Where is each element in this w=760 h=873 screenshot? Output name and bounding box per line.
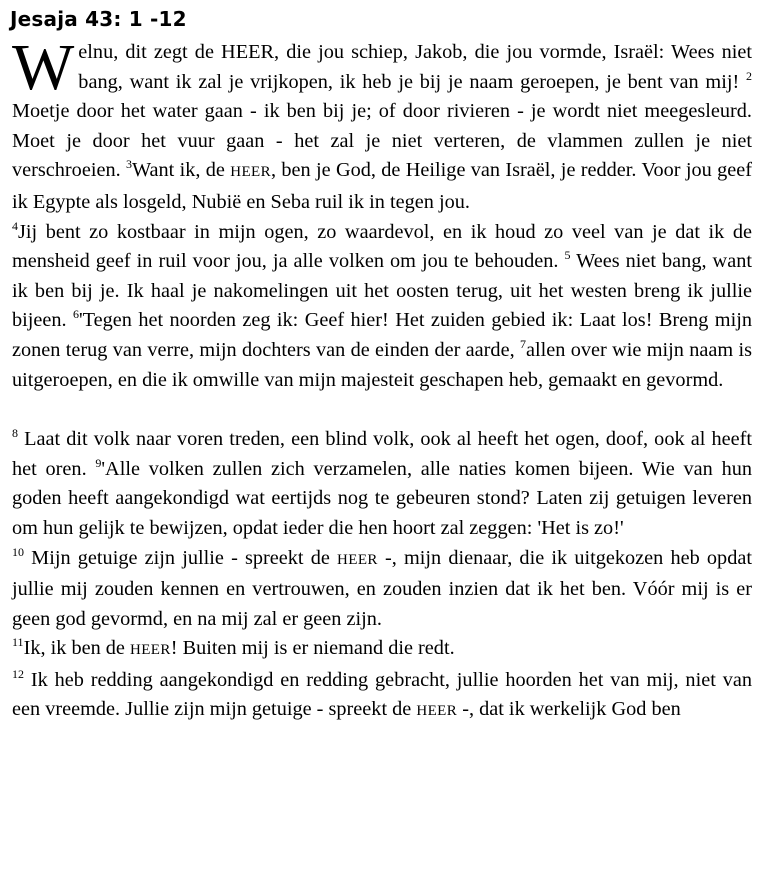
verse-10-text-b: -, mijn dienaar, die ik uitgekozen heb opdat jullie mij zouden kennen en vertrouwen, en zouden inzien dat ik het ben. Vóór mij is er geen god gevormd, en na mij zal er geen zijn.	[12, 546, 752, 630]
lord-smallcaps: HEER	[416, 703, 458, 720]
verse-1-text: elnu, dit zegt de HEER, die jou schiep, Jakob, die jou vormde, Israël: Wees niet bang, want ik zal je vrijkopen, ik heb je bij je naam geroepen, je bent van mij!	[78, 41, 752, 93]
lord-smallcaps: HEER	[337, 551, 378, 568]
verse-number: 12	[12, 667, 24, 682]
verse-number: 11	[12, 635, 24, 650]
lord-smallcaps: HEER	[130, 642, 171, 659]
verse-12-text-b: -, dat ik werkelijk God ben	[457, 698, 681, 721]
verse-number: 2	[746, 68, 752, 83]
verse-5-text: Wees niet bang, want ik ben bij je. Ik haal je nakomelingen uit het oosten terug, uit het westen breng ik jullie bijeen.	[12, 250, 752, 332]
verse-7-text: allen over wie mijn naam is uitgeroepen, en die ik omwille van mijn majesteit geschapen heb, gemaakt en gevormd.	[12, 338, 753, 391]
verse-11-text-a: Ik, ik ben de	[23, 637, 131, 660]
verse-number: 8	[12, 426, 18, 441]
document-title: Jesaja 43: 1 -12	[10, 7, 187, 31]
paragraph-verse-10	[12, 544, 752, 635]
verse-10-text-a: Mijn getuige zijn jullie - spreekt de	[24, 546, 338, 569]
verse-3-text-a: Want ik, de	[132, 159, 231, 182]
paragraph-verses-1-3	[12, 31, 752, 218]
verse-3-text-b: , ben je God, de Heilige van Israël, je redder. Voor jou geef ik Egypte als losgeld, Nubië en Seba ruil ik in tegen jou.	[12, 159, 752, 213]
verse-9-text: 'Alle volken zullen zich verzamelen, alle naties komen bijeen. Wie van hun goden heeft aangekondigd wat eertijds nog te gebeuren stond? Laten zij getuigen leveren om hun gelijk te bewijzen, opdat ieder die hen hoort zal zeggen: 'Het is zo!'	[12, 457, 752, 539]
paragraph-verse-12	[12, 666, 752, 727]
drop-cap: W	[12, 31, 75, 104]
verse-4-text: Jij bent zo kostbaar in mijn ogen, zo waardevol, en ik houd zo veel van je dat ik de mensheid geef in ruil voor jou, ja alle volken om jou te behouden.	[12, 220, 752, 273]
lord-smallcaps: HEER	[230, 164, 272, 181]
verse-number: 9	[95, 455, 102, 470]
verse-6-text: 'Tegen het noorden zeg ik: Geef hier! Het zuiden gebied ik: Laat los! Breng mijn zonen terug van verre, mijn dochters van de einden der aarde,	[12, 309, 752, 361]
verse-2-text: Moetje door het water gaan - ik ben bij je; of door rivieren - je wordt niet meegesleurd. Moet je door het vuur gaan - het zal je niet verteren, de vlammen zullen je niet verschroeien.	[12, 100, 752, 182]
scripture-text	[12, 31, 753, 727]
verse-12-text-a: Ik heb redding aangekondigd en redding gebracht, jullie hoorden het van mij, niet van een vreemde. Jullie zijn mijn getuige - spreekt de	[12, 668, 752, 721]
paragraph-verse-11	[12, 634, 752, 666]
verse-11-text-b: ! Buiten mij is er niemand die redt.	[170, 637, 455, 660]
verse-number: 5	[564, 248, 571, 263]
document-page	[8, 6, 752, 727]
verse-number: 4	[12, 218, 18, 233]
paragraph-verses-4-7	[12, 218, 752, 396]
verse-number: 3	[126, 157, 132, 172]
verse-number: 6	[73, 307, 80, 322]
verse-number: 7	[519, 337, 526, 352]
verse-8-text: Laat dit volk naar voren treden, een blind volk, ook al heeft het ogen, doof, ook al heeft het oren.	[12, 428, 752, 480]
verse-number: 10	[12, 544, 24, 559]
paragraph-verses-8-9	[12, 425, 752, 543]
paragraph-gap	[12, 395, 752, 425]
